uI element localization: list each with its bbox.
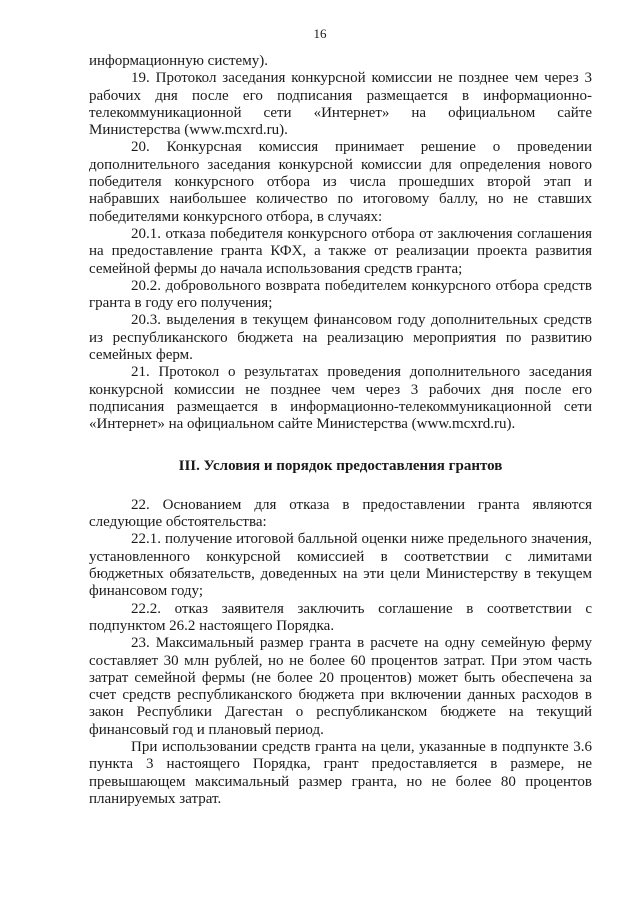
paragraph-item-19: 19. Протокол заседания конкурсной комиссии не позднее чем через 3 рабочих дня после его подписания размещается в информационно-телекоммуникационной сети «Интернет» на официальном сайте Министерства (www.mcxrd.ru). xyxy=(89,70,592,139)
paragraph-grant-usage: При использовании средств гранта на цели, указанные в подпункте 3.6 пункта 3 настоящего Порядка, грант предоставляется в размере, не превышающем максимальный размер гранта, но не более 80 процентов планируемых затрат. xyxy=(89,738,592,807)
paragraph-item-20: 20. Конкурсная комиссия принимает решение о проведении дополнительного заседания конкурсной комиссии для определения нового победителя конкурсного отбора из числа прошедших второй этап и набравших наибольшее количество по итоговому баллу, но не ставших победителями конкурсного отбора, в случаях: xyxy=(89,139,592,225)
paragraph-item-20-1: 20.1. отказа победителя конкурсного отбора от заключения соглашения на предоставление гранта КФХ, а также от реализации проекта развития семейной фермы до начала использования средств гранта; xyxy=(89,225,592,277)
paragraph-item-23: 23. Максимальный размер гранта в расчете на одну семейную ферму составляет 30 млн рублей, но не более 60 процентов затрат. При этом часть затрат семейной фермы (не более 20 процентов) может быть обеспечена за счет средств республиканского бюджета при включении данных расходов в закон Республики Дагестан о республиканском бюджете на текущий финансовый год и плановый период. xyxy=(89,635,592,738)
paragraph-item-22-1: 22.1. получение итоговой балльной оценки ниже предельного значения, установленного конкурсной комиссией в соответствии с лимитами бюджетных обязательств, доведенных на эти цели Министерству в текущем финансовом году; xyxy=(89,531,592,600)
paragraph-item-21: 21. Протокол о результатах проведения дополнительного заседания конкурсной комиссии не позднее чем через 3 рабочих дня после его подписания размещается в информационно-телекоммуникационной сети «Интернет» на официальном сайте Министерства (www.mcxrd.ru). xyxy=(89,364,592,433)
paragraph-item-22-2: 22.2. отказ заявителя заключить соглашение в соответствии с подпунктом 26.2 настоящего Порядка. xyxy=(89,600,592,634)
paragraph-item-22: 22. Основанием для отказа в предоставлении гранта являются следующие обстоятельства: xyxy=(89,496,592,531)
paragraph-item-20-2: 20.2. добровольного возврата победителем конкурсного отбора средств гранта в году его получения; xyxy=(89,277,592,312)
paragraph-continuation: информационную систему). xyxy=(89,53,268,69)
page-number: 16 xyxy=(313,26,327,41)
paragraph-item-20-3: 20.3. выделения в текущем финансовом году дополнительных средств из республиканского бюджета на реализацию мероприятия по развитию семейных ферм. xyxy=(89,312,592,364)
section-heading: III. Условия и порядок предоставления грантов xyxy=(178,457,503,474)
document-body xyxy=(89,53,592,808)
